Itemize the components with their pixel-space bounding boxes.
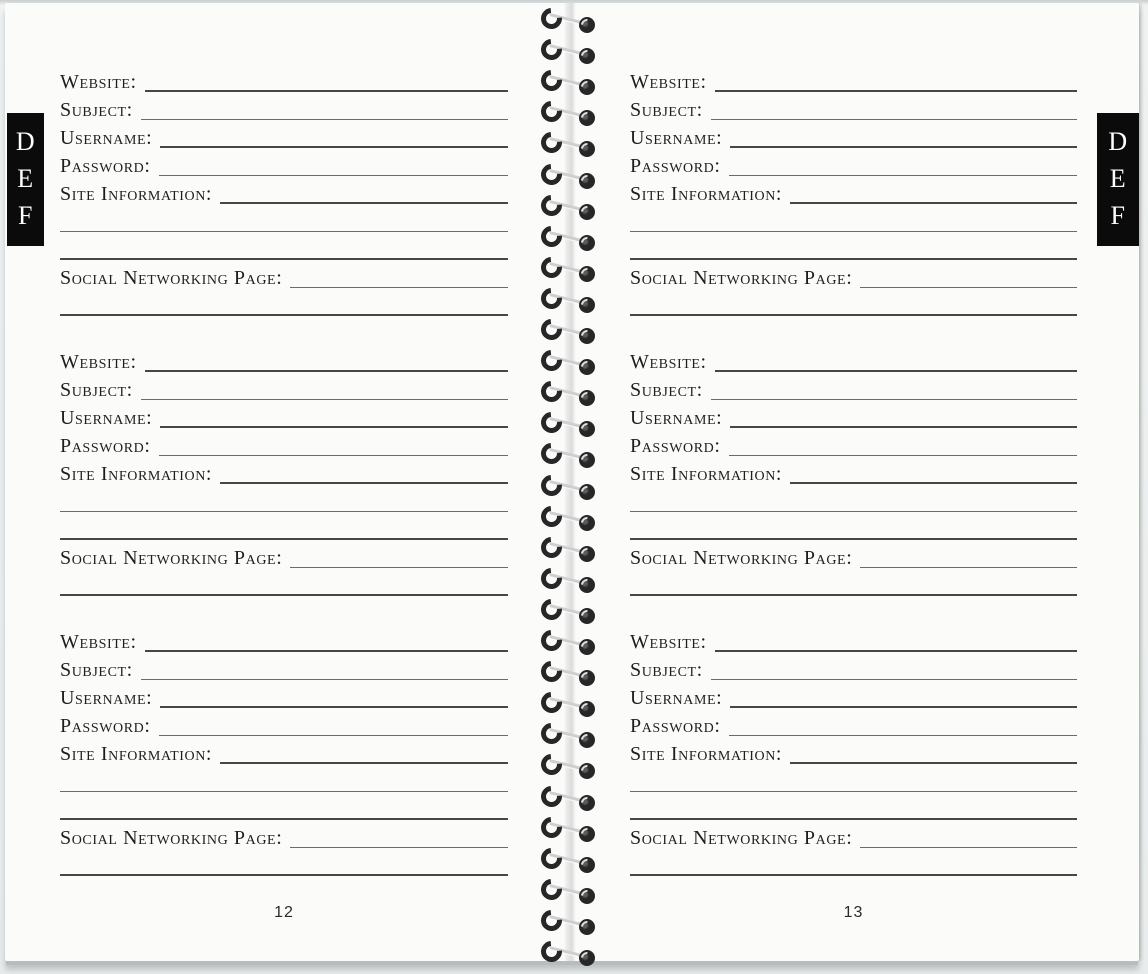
page-number-left: 12 bbox=[274, 904, 294, 921]
ring-left-coil bbox=[537, 190, 567, 220]
blank-write-line bbox=[60, 538, 508, 540]
ring-right-coil bbox=[579, 266, 595, 282]
ring-left-coil bbox=[537, 470, 567, 500]
blank-write-line bbox=[630, 594, 1077, 596]
spiral-ring bbox=[537, 910, 603, 940]
form-field-row bbox=[630, 92, 1077, 120]
field-write-line bbox=[711, 399, 1077, 400]
field-write-line bbox=[711, 119, 1077, 120]
ring-right-coil bbox=[579, 577, 595, 593]
blank-line-row bbox=[630, 288, 1077, 316]
form-field-row bbox=[630, 148, 1077, 176]
blank-write-line bbox=[60, 818, 508, 820]
ring-right-coil bbox=[579, 888, 595, 904]
social-networking-row bbox=[60, 540, 508, 568]
blank-line-row bbox=[630, 512, 1077, 540]
blank-write-line bbox=[630, 791, 1077, 792]
blank-line-row bbox=[60, 568, 508, 596]
ring-left-coil bbox=[537, 253, 567, 283]
field-write-line bbox=[160, 146, 508, 148]
social-networking-row bbox=[630, 540, 1077, 568]
spiral-ring bbox=[537, 568, 603, 598]
field-label: Username: bbox=[60, 407, 153, 429]
spiral-ring bbox=[537, 661, 603, 691]
ring-right-coil bbox=[579, 732, 595, 748]
spiral-ring bbox=[537, 754, 603, 784]
field-write-line bbox=[860, 567, 1077, 568]
blank-write-line bbox=[630, 231, 1077, 232]
form-field-row bbox=[630, 400, 1077, 428]
ring-right-coil bbox=[579, 48, 595, 64]
blank-write-line bbox=[630, 818, 1077, 820]
spiral-ring bbox=[537, 288, 603, 318]
field-label: Website: bbox=[60, 351, 137, 373]
blank-line-row bbox=[60, 288, 508, 316]
blank-line-row bbox=[60, 764, 508, 792]
form-field-row bbox=[630, 456, 1077, 484]
entry-blocks bbox=[630, 64, 1077, 876]
spiral-ring bbox=[537, 101, 603, 131]
ring-left-coil bbox=[537, 4, 567, 34]
field-label: Username: bbox=[630, 687, 723, 709]
form-field-row bbox=[630, 652, 1077, 680]
ring-left-coil bbox=[537, 159, 567, 189]
blank-line-row bbox=[630, 568, 1077, 596]
form-field-row bbox=[60, 456, 508, 484]
ring-right-coil bbox=[579, 950, 595, 966]
field-label: Password: bbox=[60, 155, 151, 177]
ring-right-coil bbox=[579, 359, 595, 375]
ring-left-coil bbox=[537, 35, 567, 65]
entry-blocks bbox=[60, 64, 508, 876]
blank-write-line bbox=[60, 791, 508, 792]
field-label: Social Networking Page: bbox=[60, 267, 283, 289]
ring-right-coil bbox=[579, 857, 595, 873]
form-field-row bbox=[60, 148, 508, 176]
blank-line-row bbox=[630, 484, 1077, 512]
field-label: Subject: bbox=[630, 99, 703, 121]
field-label: Social Networking Page: bbox=[60, 547, 283, 569]
ring-right-coil bbox=[579, 670, 595, 686]
field-label: Website: bbox=[630, 351, 707, 373]
spiral-ring bbox=[537, 381, 603, 411]
ring-left-coil bbox=[537, 937, 567, 967]
spiral-ring bbox=[537, 537, 603, 567]
field-label: Username: bbox=[60, 127, 153, 149]
spiral-ring bbox=[537, 475, 603, 505]
form-field-row bbox=[630, 176, 1077, 204]
ring-left-coil bbox=[537, 97, 567, 127]
field-write-line bbox=[145, 90, 508, 92]
form-field-row bbox=[60, 428, 508, 456]
form-field-row bbox=[60, 680, 508, 708]
blank-line-row bbox=[60, 848, 508, 876]
page-number-right: 13 bbox=[843, 904, 864, 921]
ring-left-coil bbox=[537, 719, 567, 749]
ring-right-coil bbox=[579, 639, 595, 655]
form-field-row bbox=[630, 708, 1077, 736]
field-label: Social Networking Page: bbox=[630, 267, 853, 289]
spiral-ring bbox=[537, 941, 603, 971]
blank-line-row bbox=[60, 204, 508, 232]
password-entry-block bbox=[630, 344, 1077, 596]
ring-right-coil bbox=[579, 546, 595, 562]
form-field-row bbox=[630, 64, 1077, 92]
form-field-row bbox=[60, 64, 508, 92]
field-write-line bbox=[790, 482, 1077, 484]
field-write-line bbox=[711, 679, 1077, 680]
field-write-line bbox=[729, 735, 1077, 736]
blank-line-row bbox=[630, 764, 1077, 792]
tab-letter-f: F bbox=[1110, 201, 1126, 230]
field-label: Subject: bbox=[60, 379, 133, 401]
password-entry-block bbox=[630, 64, 1077, 316]
blank-write-line bbox=[60, 231, 508, 232]
field-label: Password: bbox=[630, 715, 721, 737]
blank-line-row bbox=[630, 848, 1077, 876]
form-field-row bbox=[60, 624, 508, 652]
blank-line-row bbox=[630, 232, 1077, 260]
tab-letter-d: D bbox=[15, 127, 36, 156]
form-field-row bbox=[60, 344, 508, 372]
form-field-row bbox=[60, 400, 508, 428]
social-networking-row bbox=[60, 820, 508, 848]
spiral-ring bbox=[537, 164, 603, 194]
ring-left-coil bbox=[537, 532, 567, 562]
password-entry-block bbox=[60, 624, 508, 876]
field-write-line bbox=[159, 175, 508, 176]
ring-left-coil bbox=[537, 626, 567, 656]
ring-left-coil bbox=[537, 875, 567, 905]
field-write-line bbox=[790, 202, 1077, 204]
field-write-line bbox=[730, 426, 1077, 428]
form-field-row bbox=[60, 652, 508, 680]
field-write-line bbox=[730, 146, 1077, 148]
field-write-line bbox=[290, 567, 508, 568]
blank-write-line bbox=[60, 314, 508, 316]
spiral-ring bbox=[537, 506, 603, 536]
ring-left-coil bbox=[537, 595, 567, 625]
field-label: Website: bbox=[630, 631, 707, 653]
field-write-line bbox=[220, 202, 508, 204]
field-label: Password: bbox=[60, 435, 151, 457]
ring-right-coil bbox=[579, 795, 595, 811]
field-label: Password: bbox=[60, 715, 151, 737]
field-label: Site Information: bbox=[60, 463, 213, 485]
field-label: Password: bbox=[630, 155, 721, 177]
form-field-row bbox=[630, 680, 1077, 708]
form-field-row bbox=[630, 120, 1077, 148]
ring-left-coil bbox=[537, 377, 567, 407]
spiral-ring bbox=[537, 786, 603, 816]
blank-write-line bbox=[60, 511, 508, 512]
field-label: Website: bbox=[60, 631, 137, 653]
social-networking-row bbox=[630, 260, 1077, 288]
ring-left-coil bbox=[537, 688, 567, 718]
field-label: Social Networking Page: bbox=[630, 547, 853, 569]
field-label: Subject: bbox=[630, 379, 703, 401]
field-write-line bbox=[220, 762, 508, 764]
ring-right-coil bbox=[579, 17, 595, 33]
ring-right-coil bbox=[579, 826, 595, 842]
field-write-line bbox=[141, 679, 508, 680]
field-write-line bbox=[860, 287, 1077, 288]
tab-letter-f: F bbox=[18, 201, 33, 230]
social-networking-row bbox=[60, 260, 508, 288]
ring-left-coil bbox=[537, 750, 567, 780]
field-write-line bbox=[715, 650, 1077, 652]
field-label: Website: bbox=[60, 71, 137, 93]
form-field-row bbox=[60, 176, 508, 204]
tab-letter-e: E bbox=[1109, 164, 1127, 193]
spiral-ring bbox=[537, 350, 603, 380]
ring-right-coil bbox=[579, 421, 595, 437]
spiral-ring bbox=[537, 630, 603, 660]
alphabet-tab-left bbox=[7, 113, 44, 246]
ring-left-coil bbox=[537, 439, 567, 469]
form-field-row bbox=[630, 736, 1077, 764]
form-field-row bbox=[630, 344, 1077, 372]
ring-right-coil bbox=[579, 452, 595, 468]
field-write-line bbox=[141, 119, 508, 120]
ring-left-coil bbox=[537, 657, 567, 687]
form-field-row bbox=[60, 92, 508, 120]
blank-write-line bbox=[630, 538, 1077, 540]
form-field-row bbox=[60, 120, 508, 148]
ring-left-coil bbox=[537, 284, 567, 314]
field-write-line bbox=[141, 399, 508, 400]
field-write-line bbox=[790, 762, 1077, 764]
blank-write-line bbox=[60, 874, 508, 876]
field-label: Subject: bbox=[60, 99, 133, 121]
spiral-ring bbox=[537, 817, 603, 847]
field-label: Subject: bbox=[630, 659, 703, 681]
field-label: Username: bbox=[630, 127, 723, 149]
ring-left-coil bbox=[537, 221, 567, 251]
ring-right-coil bbox=[579, 328, 595, 344]
field-label: Site Information: bbox=[630, 463, 783, 485]
tab-letter-d: D bbox=[1108, 127, 1128, 156]
ring-right-coil bbox=[579, 173, 595, 189]
field-write-line bbox=[220, 482, 508, 484]
spiral-ring bbox=[537, 226, 603, 256]
spiral-ring bbox=[537, 692, 603, 722]
form-field-row bbox=[630, 372, 1077, 400]
spiral-ring bbox=[537, 132, 603, 162]
right-page bbox=[630, 64, 1077, 922]
blank-line-row bbox=[630, 792, 1077, 820]
field-write-line bbox=[159, 735, 508, 736]
field-write-line bbox=[729, 175, 1077, 176]
form-field-row bbox=[60, 736, 508, 764]
field-write-line bbox=[160, 706, 508, 708]
blank-write-line bbox=[630, 874, 1077, 876]
ring-right-coil bbox=[579, 297, 595, 313]
field-write-line bbox=[145, 370, 508, 372]
field-write-line bbox=[730, 706, 1077, 708]
blank-write-line bbox=[60, 594, 508, 596]
field-write-line bbox=[715, 370, 1077, 372]
blank-line-row bbox=[60, 232, 508, 260]
spiral-ring bbox=[537, 8, 603, 38]
field-write-line bbox=[160, 426, 508, 428]
spiral-ring bbox=[537, 70, 603, 100]
form-field-row bbox=[60, 372, 508, 400]
spiral-binding bbox=[537, 0, 603, 974]
alphabet-tab-right bbox=[1097, 113, 1139, 246]
spiral-ring bbox=[537, 599, 603, 629]
spiral-ring bbox=[537, 879, 603, 909]
ring-right-coil bbox=[579, 763, 595, 779]
field-label: Site Information: bbox=[630, 743, 783, 765]
ring-left-coil bbox=[537, 564, 567, 594]
field-write-line bbox=[290, 847, 508, 848]
field-write-line bbox=[145, 650, 508, 652]
ring-right-coil bbox=[579, 484, 595, 500]
spiral-ring bbox=[537, 319, 603, 349]
ring-left-coil bbox=[537, 315, 567, 345]
field-write-line bbox=[290, 287, 508, 288]
field-label: Site Information: bbox=[60, 183, 213, 205]
ring-left-coil bbox=[537, 128, 567, 158]
field-label: Website: bbox=[630, 71, 707, 93]
ring-right-coil bbox=[579, 608, 595, 624]
social-networking-row bbox=[630, 820, 1077, 848]
blank-write-line bbox=[60, 258, 508, 260]
blank-write-line bbox=[630, 314, 1077, 316]
blank-write-line bbox=[630, 258, 1077, 260]
ring-left-coil bbox=[537, 346, 567, 376]
blank-write-line bbox=[630, 511, 1077, 512]
ring-right-coil bbox=[579, 390, 595, 406]
spiral-ring bbox=[537, 848, 603, 878]
ring-left-coil bbox=[537, 906, 567, 936]
field-label: Username: bbox=[630, 407, 723, 429]
blank-line-row bbox=[60, 792, 508, 820]
ring-right-coil bbox=[579, 919, 595, 935]
spiral-ring bbox=[537, 257, 603, 287]
spiral-ring bbox=[537, 443, 603, 473]
ring-right-coil bbox=[579, 204, 595, 220]
spiral-ring bbox=[537, 723, 603, 753]
ring-right-coil bbox=[579, 79, 595, 95]
ring-left-coil bbox=[537, 843, 567, 873]
form-field-row bbox=[630, 624, 1077, 652]
blank-line-row bbox=[630, 204, 1077, 232]
ring-right-coil bbox=[579, 235, 595, 251]
field-label: Username: bbox=[60, 687, 153, 709]
form-field-row bbox=[630, 428, 1077, 456]
form-field-row bbox=[60, 708, 508, 736]
ring-right-coil bbox=[579, 110, 595, 126]
field-label: Subject: bbox=[60, 659, 133, 681]
spiral-ring bbox=[537, 412, 603, 442]
password-entry-block bbox=[60, 344, 508, 596]
ring-right-coil bbox=[579, 515, 595, 531]
blank-line-row bbox=[60, 512, 508, 540]
ring-left-coil bbox=[537, 781, 567, 811]
field-write-line bbox=[159, 455, 508, 456]
field-label: Site Information: bbox=[60, 743, 213, 765]
spiral-ring bbox=[537, 195, 603, 225]
field-label: Password: bbox=[630, 435, 721, 457]
ring-right-coil bbox=[579, 701, 595, 717]
field-write-line bbox=[729, 455, 1077, 456]
tab-letter-e: E bbox=[17, 164, 34, 193]
left-page bbox=[60, 64, 508, 922]
blank-line-row bbox=[60, 484, 508, 512]
ring-left-coil bbox=[537, 408, 567, 438]
field-label: Social Networking Page: bbox=[60, 827, 283, 849]
spiral-ring bbox=[537, 39, 603, 69]
field-label: Site Information: bbox=[630, 183, 783, 205]
field-write-line bbox=[715, 90, 1077, 92]
field-write-line bbox=[860, 847, 1077, 848]
password-entry-block bbox=[60, 64, 508, 316]
ring-left-coil bbox=[537, 812, 567, 842]
ring-left-coil bbox=[537, 66, 567, 96]
ring-right-coil bbox=[579, 141, 595, 157]
ring-left-coil bbox=[537, 501, 567, 531]
password-entry-block bbox=[630, 624, 1077, 876]
field-label: Social Networking Page: bbox=[630, 827, 853, 849]
